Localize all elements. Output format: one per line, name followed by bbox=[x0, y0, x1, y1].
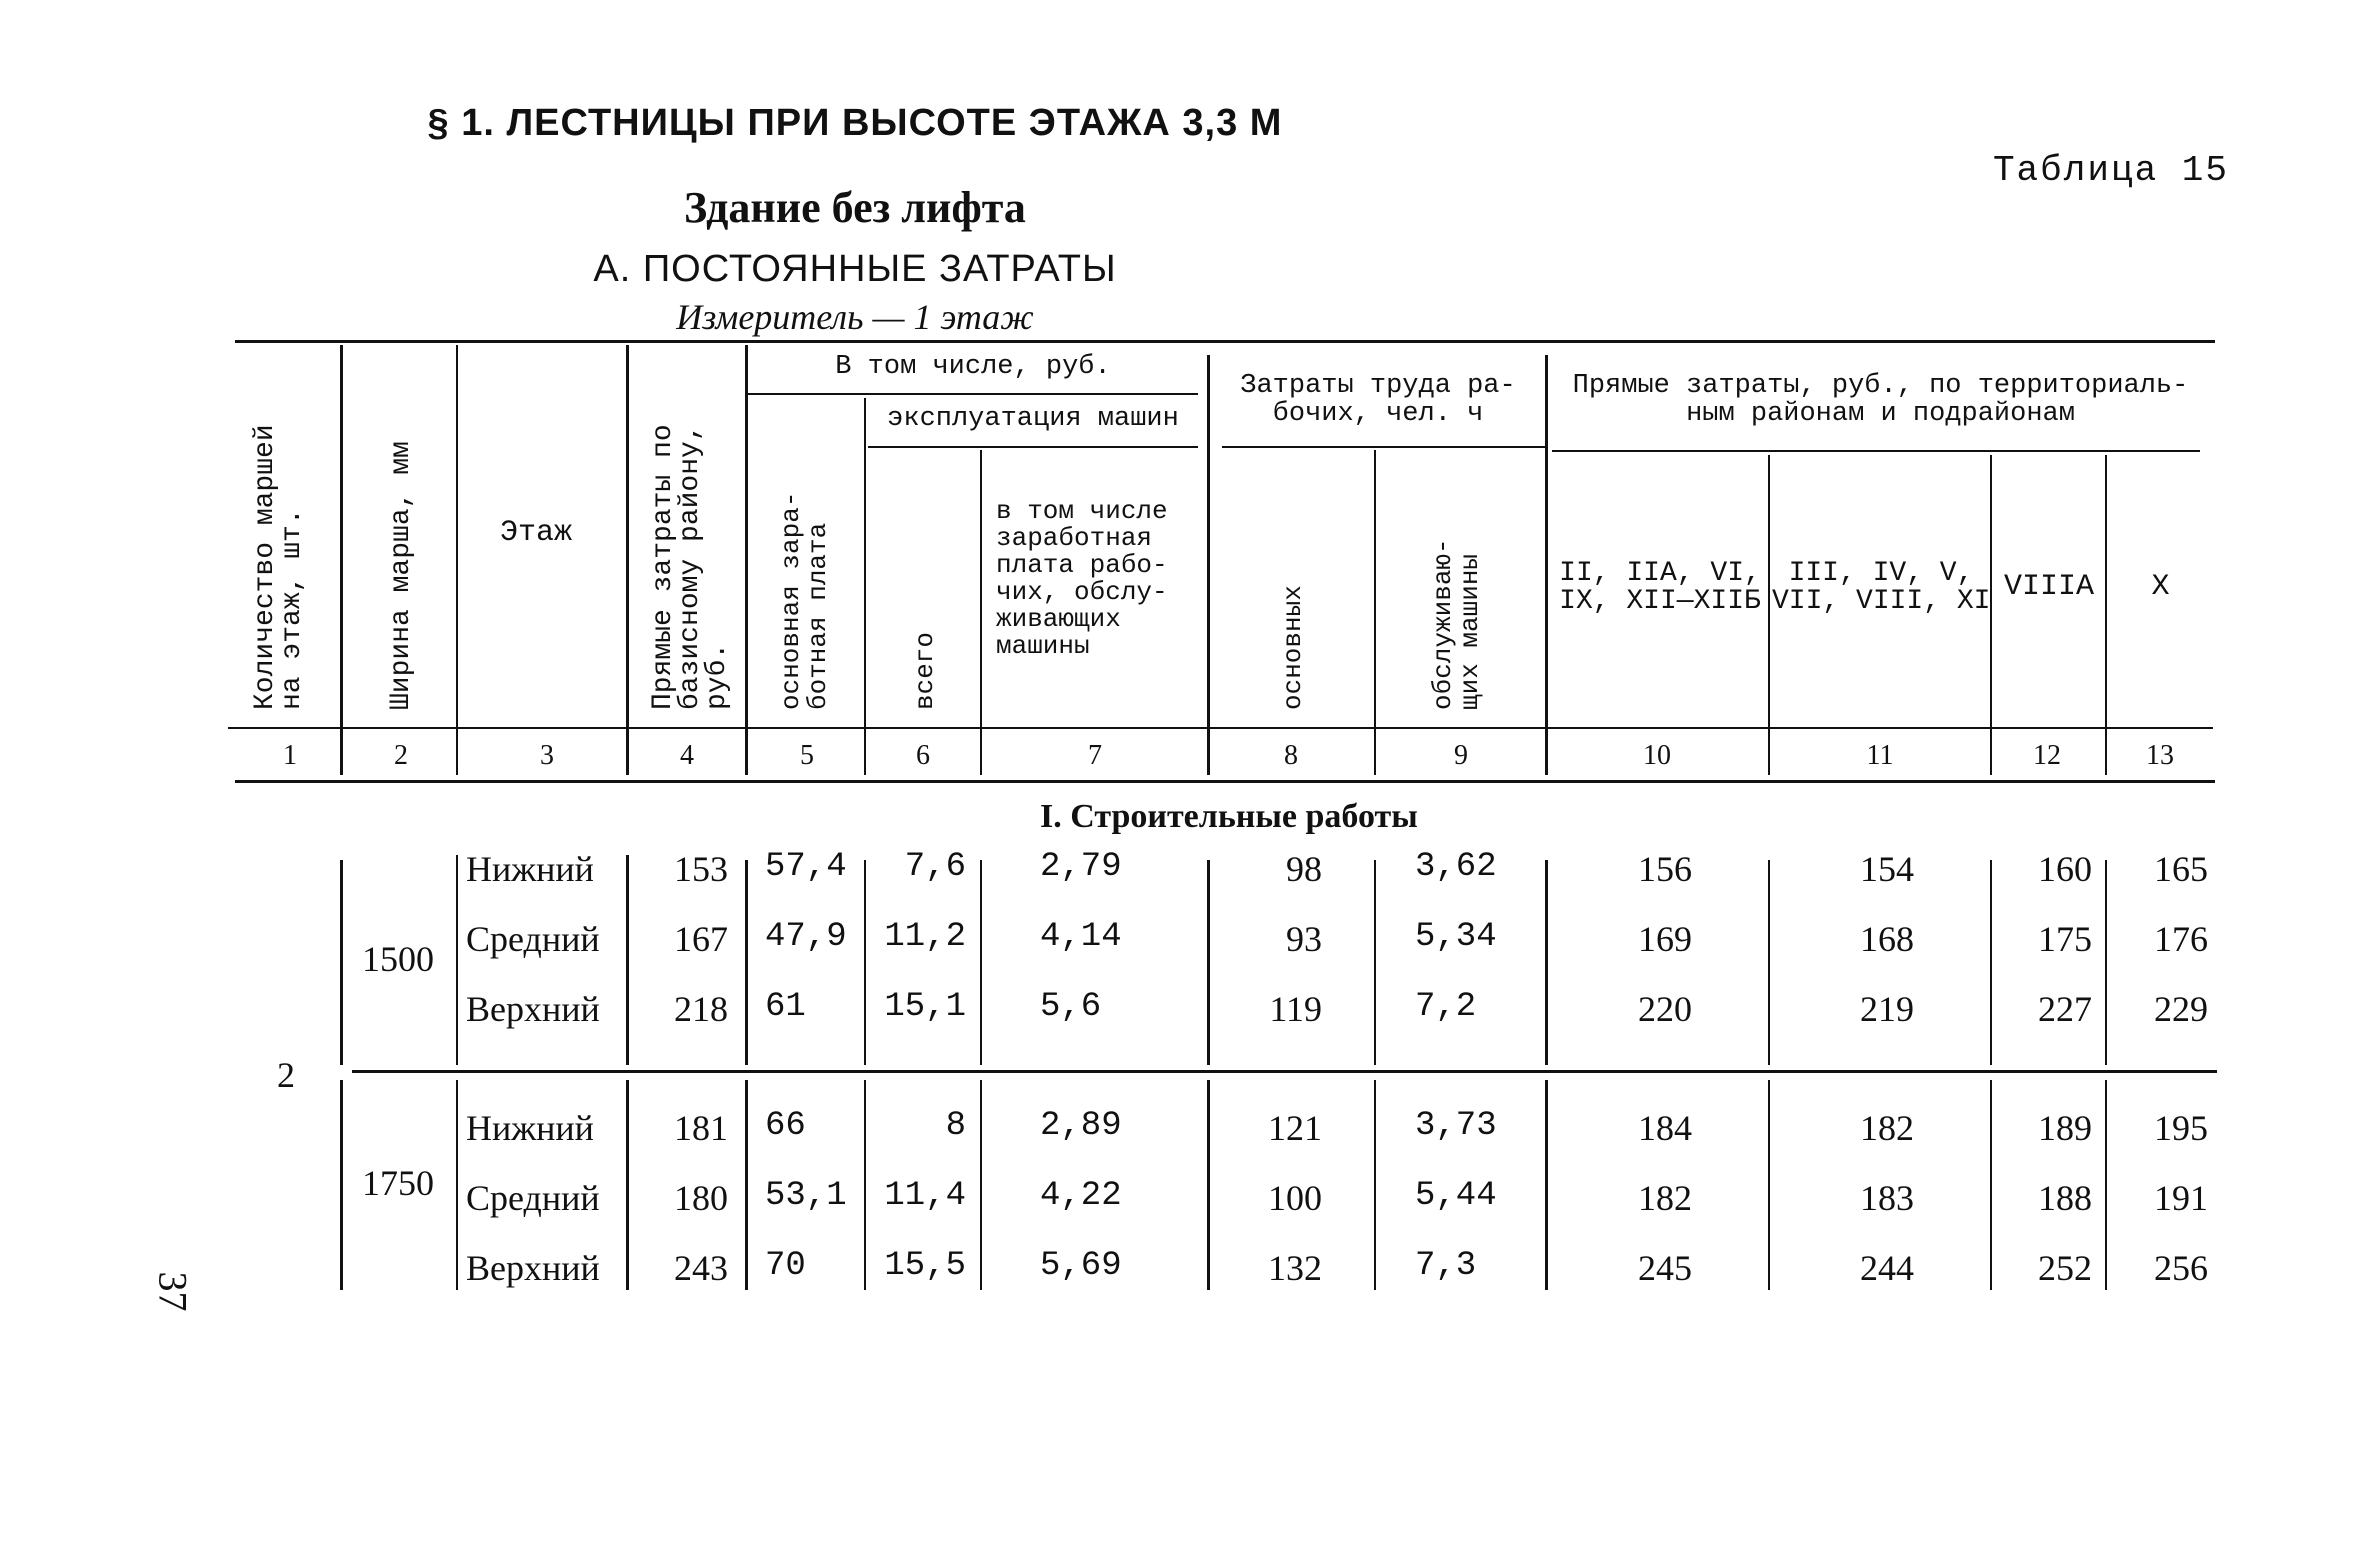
value-cell: 15,5 bbox=[884, 1247, 966, 1285]
march-width: 1500 bbox=[362, 939, 434, 979]
value-cell: 181 bbox=[674, 1108, 728, 1148]
value-cell: 188 bbox=[2038, 1178, 2092, 1218]
value-cell: 2,89 bbox=[1040, 1107, 1122, 1145]
value-cell: 61 bbox=[765, 988, 806, 1026]
col-number: 1 bbox=[283, 740, 297, 771]
value-cell: 218 bbox=[674, 989, 728, 1029]
value-cell: 47,9 bbox=[765, 918, 847, 956]
section-title: § 1. ЛЕСТНИЦЫ ПРИ ВЫСОТЕ ЭТАЖА 3,3 М bbox=[427, 102, 1283, 144]
header-total: всего bbox=[910, 631, 940, 710]
value-cell: 3,73 bbox=[1415, 1107, 1497, 1145]
value-cell: 156 bbox=[1638, 849, 1692, 889]
value-cell: 132 bbox=[1268, 1248, 1322, 1288]
floor-cell: Средний bbox=[466, 919, 600, 959]
value-cell: 5,6 bbox=[1040, 988, 1102, 1026]
header-region-col12: VIIIA bbox=[2003, 570, 2094, 604]
subsection-title: I. Строительные работы bbox=[1040, 798, 1418, 835]
header-base-wage: основная зара- ботная плата bbox=[776, 491, 833, 710]
value-cell: 184 bbox=[1638, 1108, 1692, 1148]
marches-count: 2 bbox=[277, 1055, 295, 1095]
col-number: 8 bbox=[1284, 740, 1298, 771]
value-cell: 5,69 bbox=[1040, 1247, 1122, 1285]
value-cell: 175 bbox=[2038, 919, 2092, 959]
value-cell: 252 bbox=[2038, 1248, 2092, 1288]
value-cell: 182 bbox=[1860, 1108, 1914, 1148]
page-number: 37 bbox=[150, 1271, 196, 1312]
header-group-machines: эксплуатация машин bbox=[887, 404, 1179, 434]
value-cell: 256 bbox=[2154, 1248, 2208, 1288]
building-title: Здание без лифта bbox=[684, 183, 1026, 232]
header-group-including: В том числе, руб. bbox=[835, 352, 1111, 382]
value-cell: 70 bbox=[765, 1247, 806, 1285]
col-number: 13 bbox=[2146, 740, 2174, 771]
value-cell: 219 bbox=[1860, 989, 1914, 1029]
value-cell: 2,79 bbox=[1040, 848, 1122, 886]
header-machine-wage: в том числе заработная плата рабо- чих, обслу- живающих машины bbox=[996, 496, 1168, 661]
value-cell: 195 bbox=[2154, 1108, 2208, 1148]
floor-cell: Верхний bbox=[466, 989, 600, 1029]
value-cell: 154 bbox=[1860, 849, 1914, 889]
col-number: 10 bbox=[1643, 740, 1671, 771]
value-cell: 4,22 bbox=[1040, 1177, 1122, 1215]
value-cell: 168 bbox=[1860, 919, 1914, 959]
value-cell: 182 bbox=[1638, 1178, 1692, 1218]
floor-cell: Нижний bbox=[466, 1108, 594, 1148]
value-cell: 160 bbox=[2038, 849, 2092, 889]
value-cell: 189 bbox=[2038, 1108, 2092, 1148]
value-cell: 153 bbox=[674, 849, 728, 889]
header-marches-count: Количество маршей на этаж, шт. bbox=[250, 424, 308, 710]
header-direct-costs-base: Прямые затраты по базисному району, руб. bbox=[648, 424, 733, 710]
value-cell: 57,4 bbox=[765, 848, 847, 886]
value-cell: 180 bbox=[674, 1178, 728, 1218]
col-number: 9 bbox=[1454, 740, 1468, 771]
value-cell: 227 bbox=[2038, 989, 2092, 1029]
col-number: 4 bbox=[680, 740, 694, 771]
value-cell: 53,1 bbox=[765, 1177, 847, 1215]
value-cell: 169 bbox=[1638, 919, 1692, 959]
table-label: Таблица 15 bbox=[1992, 150, 2229, 191]
floor-cell: Нижний bbox=[466, 849, 594, 889]
value-cell: 191 bbox=[2154, 1178, 2208, 1218]
value-cell: 229 bbox=[2154, 989, 2208, 1029]
value-cell: 11,4 bbox=[884, 1177, 966, 1215]
header-main-workers: основных bbox=[1278, 585, 1308, 710]
cost-type-title: А. ПОСТОЯННЫЕ ЗАТРАТЫ bbox=[593, 248, 1117, 290]
value-cell: 93 bbox=[1286, 919, 1322, 959]
value-cell: 3,62 bbox=[1415, 848, 1497, 886]
meter-label: Измеритель — 1 этаж bbox=[676, 297, 1034, 337]
value-cell: 176 bbox=[2154, 919, 2208, 959]
value-cell: 5,34 bbox=[1415, 918, 1497, 956]
header-machine-operators: обслуживаю- щих машины bbox=[1428, 538, 1485, 710]
value-cell: 4,14 bbox=[1040, 918, 1122, 956]
value-cell: 100 bbox=[1268, 1178, 1322, 1218]
header-region-col10: II, IIA, VI, IX, XII—XIIБ bbox=[1559, 558, 1761, 617]
value-cell: 7,6 bbox=[904, 848, 966, 886]
value-cell: 98 bbox=[1286, 849, 1322, 889]
col-number: 12 bbox=[2033, 740, 2061, 771]
col-number: 2 bbox=[394, 740, 408, 771]
value-cell: 119 bbox=[1269, 989, 1322, 1029]
value-cell: 7,2 bbox=[1415, 988, 1477, 1026]
header-march-width: Ширина марша, мм bbox=[386, 441, 417, 710]
value-cell: 245 bbox=[1638, 1248, 1692, 1288]
col-number: 7 bbox=[1088, 740, 1102, 771]
value-cell: 11,2 bbox=[884, 918, 966, 956]
col-number: 3 bbox=[540, 740, 554, 771]
header-region-col11: III, IV, V, VII, VIII, XI bbox=[1772, 558, 1991, 617]
value-cell: 8 bbox=[945, 1107, 966, 1145]
header-group-labor: Затраты труда ра- бочих, чел. ч bbox=[1240, 371, 1516, 429]
floor-cell: Средний bbox=[466, 1178, 600, 1218]
value-cell: 243 bbox=[674, 1248, 728, 1288]
value-cell: 7,3 bbox=[1415, 1247, 1477, 1285]
header-group-regions: Прямые затраты, руб., по территориаль- ным районам и подрайонам bbox=[1572, 371, 2189, 429]
value-cell: 66 bbox=[765, 1107, 806, 1145]
col-number: 6 bbox=[916, 740, 930, 771]
value-cell: 220 bbox=[1638, 989, 1692, 1029]
value-cell: 244 bbox=[1860, 1248, 1914, 1288]
value-cell: 15,1 bbox=[884, 988, 966, 1026]
col-number: 5 bbox=[800, 740, 814, 771]
value-cell: 165 bbox=[2154, 849, 2208, 889]
value-cell: 167 bbox=[674, 919, 728, 959]
march-width: 1750 bbox=[362, 1163, 434, 1203]
col-number: 11 bbox=[1866, 740, 1894, 771]
value-cell: 5,44 bbox=[1415, 1177, 1497, 1215]
header-region-col13: X bbox=[2151, 570, 2170, 604]
value-cell: 121 bbox=[1268, 1108, 1322, 1148]
header-floor: Этаж bbox=[500, 516, 573, 550]
floor-cell: Верхний bbox=[466, 1248, 600, 1288]
value-cell: 183 bbox=[1860, 1178, 1914, 1218]
